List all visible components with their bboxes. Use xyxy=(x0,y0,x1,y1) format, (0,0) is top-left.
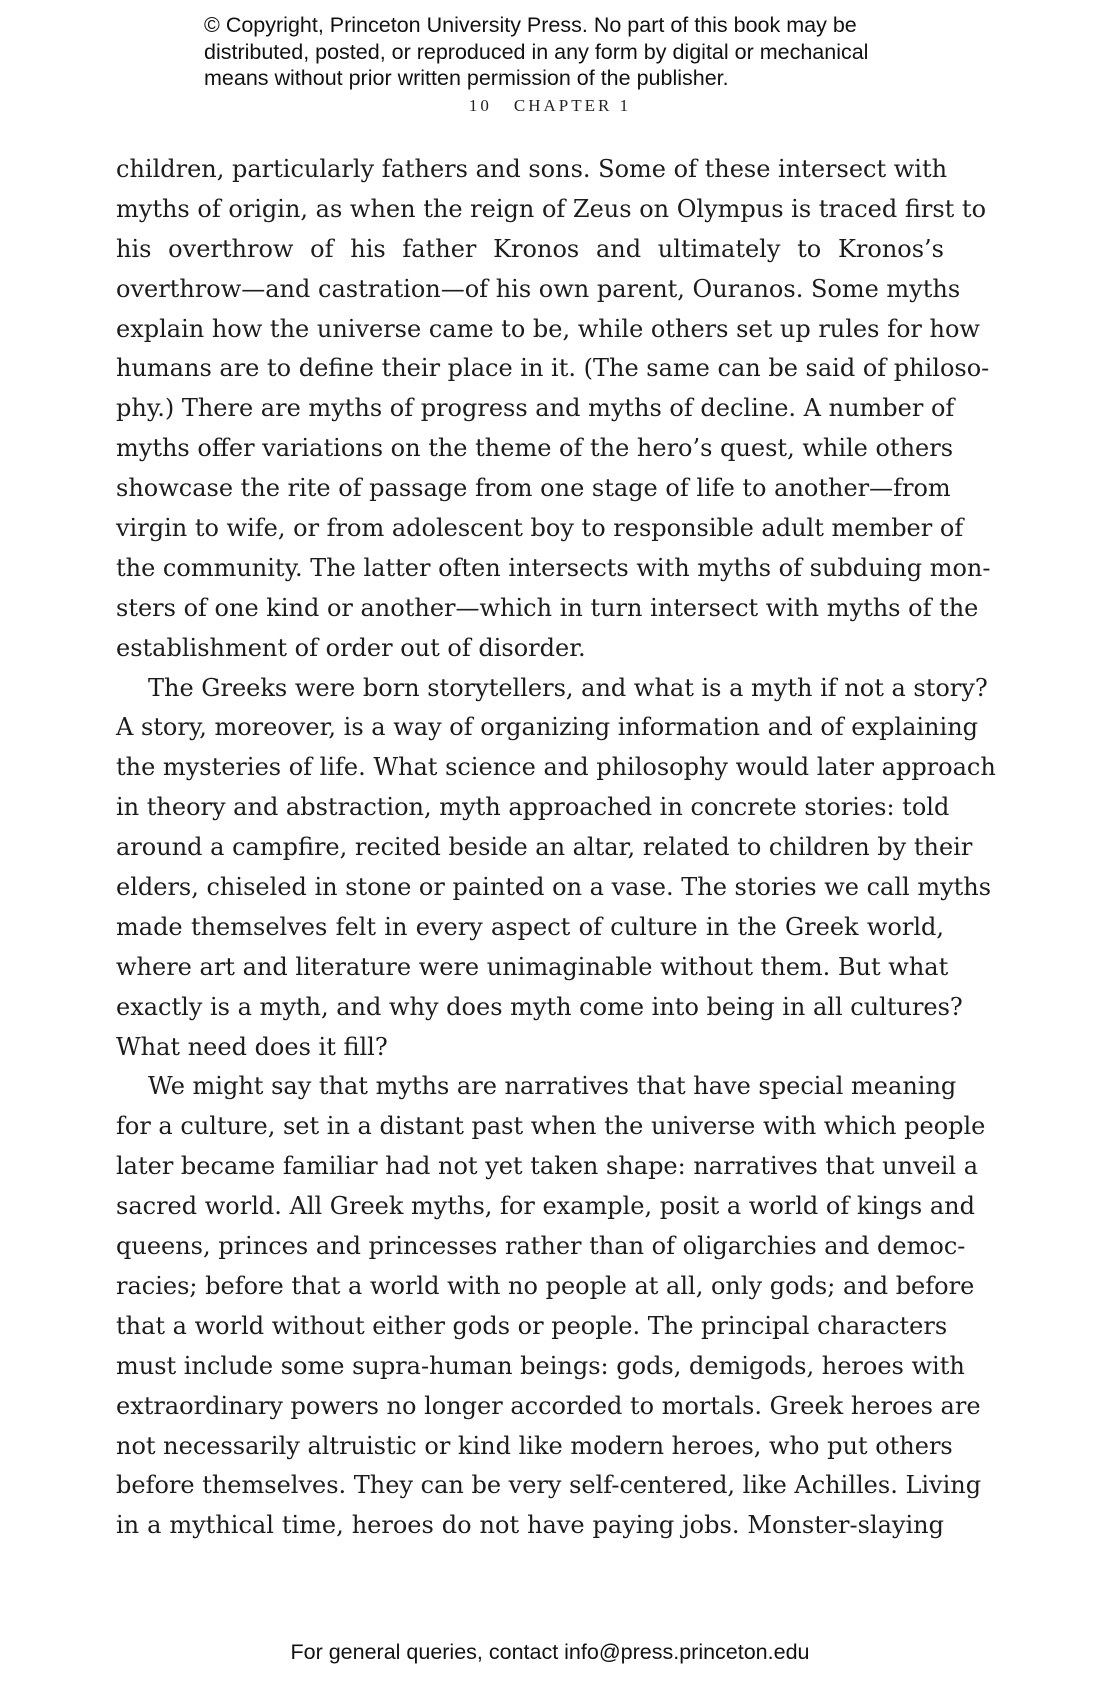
text-line: not necessarily altruistic or kind like modern heroes, who put others xyxy=(116,1431,953,1460)
text-line: myths offer variations on the theme of the hero’s quest, while others xyxy=(116,434,954,463)
text-line: establishment of order out of disorder. xyxy=(116,633,586,662)
text-line: before themselves. They can be very self-centered, like Achilles. Living xyxy=(116,1471,982,1500)
text-line: What need does it fill? xyxy=(116,1032,388,1061)
text-line: where art and literature were unimaginable without them. But what xyxy=(116,952,949,981)
text-line: sters of one kind or another—which in turn intersect with myths of the xyxy=(116,593,979,622)
text-line: that a world without either gods or people. The principal characters xyxy=(116,1311,948,1340)
chapter-label: CHAPTER 1 xyxy=(513,96,632,115)
text-line: his overthrow of his father Kronos and ultimately to Kronos’s xyxy=(116,234,944,263)
text-line: in a mythical time, heroes do not have paying jobs. Monster-slaying xyxy=(116,1511,944,1540)
footer-contact: For general queries, contact info@press.princeton.edu xyxy=(290,1640,810,1664)
text-line: extraordinary powers no longer accorded to mortals. Greek heroes are xyxy=(116,1391,981,1420)
text-line: showcase the rite of passage from one stage of life to another—from xyxy=(116,474,951,503)
copyright-line: means without prior written permission of the publisher. xyxy=(204,66,729,90)
running-head xyxy=(0,96,1100,116)
text-line: queens, princes and princesses rather than of oligarchies and democ- xyxy=(116,1232,966,1261)
text-line: myths of origin, as when the reign of Zeus on Olympus is traced first to xyxy=(116,194,987,223)
text-line: exactly is a myth, and why does myth come into being in all cultures? xyxy=(116,992,963,1021)
copyright-line: © Copyright, Princeton University Press. No part of this book may be xyxy=(204,13,857,37)
text-line: elders, chiseled in stone or painted on a vase. The stories we call myths xyxy=(116,873,992,902)
text-line: made themselves felt in every aspect of culture in the Greek world, xyxy=(116,912,944,941)
text-line: children, particularly fathers and sons. Some of these intersect with xyxy=(116,155,948,183)
copyright-notice xyxy=(204,12,924,92)
text-line: later became familiar had not yet taken shape: narratives that unveil a xyxy=(116,1152,979,1181)
paragraph-2 xyxy=(116,669,996,1068)
copyright-line: distributed, posted, or reproduced in any form by digital or mechanical xyxy=(204,39,869,64)
text-line: around a campfire, recited beside an altar, related to children by their xyxy=(116,833,973,862)
text-line: humans are to define their place in it. (The same can be said of philoso- xyxy=(116,354,990,383)
text-line: sacred world. All Greek myths, for example, posit a world of kings and xyxy=(116,1192,975,1221)
text-line: must include some supra-human beings: gods, demigods, heroes with xyxy=(116,1351,965,1380)
text-line: the mysteries of life. What science and philosophy would later approach xyxy=(116,753,996,782)
text-line: A story, moreover, is a way of organizing information and of explaining xyxy=(116,713,979,742)
text-line: We might say that myths are narratives that have special meaning xyxy=(148,1072,957,1101)
text-line: in theory and abstraction, myth approached in concrete stories: told xyxy=(116,793,950,822)
text-line: The Greeks were born storytellers, and what is a myth if not a story? xyxy=(148,673,988,702)
paragraph-1 xyxy=(116,150,991,669)
text-line: racies; before that a world with no people at all, only gods; and before xyxy=(116,1271,975,1300)
text-line: for a culture, set in a distant past when the universe with which people xyxy=(116,1112,986,1141)
text-line: overthrow—and castration—of his own parent, Ouranos. Some myths xyxy=(116,274,961,303)
text-line: phy.) There are myths of progress and myths of decline. A number of xyxy=(116,394,955,423)
text-line: the community. The latter often intersects with myths of subduing mon- xyxy=(116,553,991,582)
text-line: virgin to wife, or from adolescent boy to responsible adult member of xyxy=(116,514,964,543)
page-number: 10 xyxy=(468,96,492,115)
paragraph-3 xyxy=(116,1067,986,1546)
text-line: explain how the universe came to be, while others set up rules for how xyxy=(116,314,980,343)
body-text xyxy=(116,150,996,1546)
